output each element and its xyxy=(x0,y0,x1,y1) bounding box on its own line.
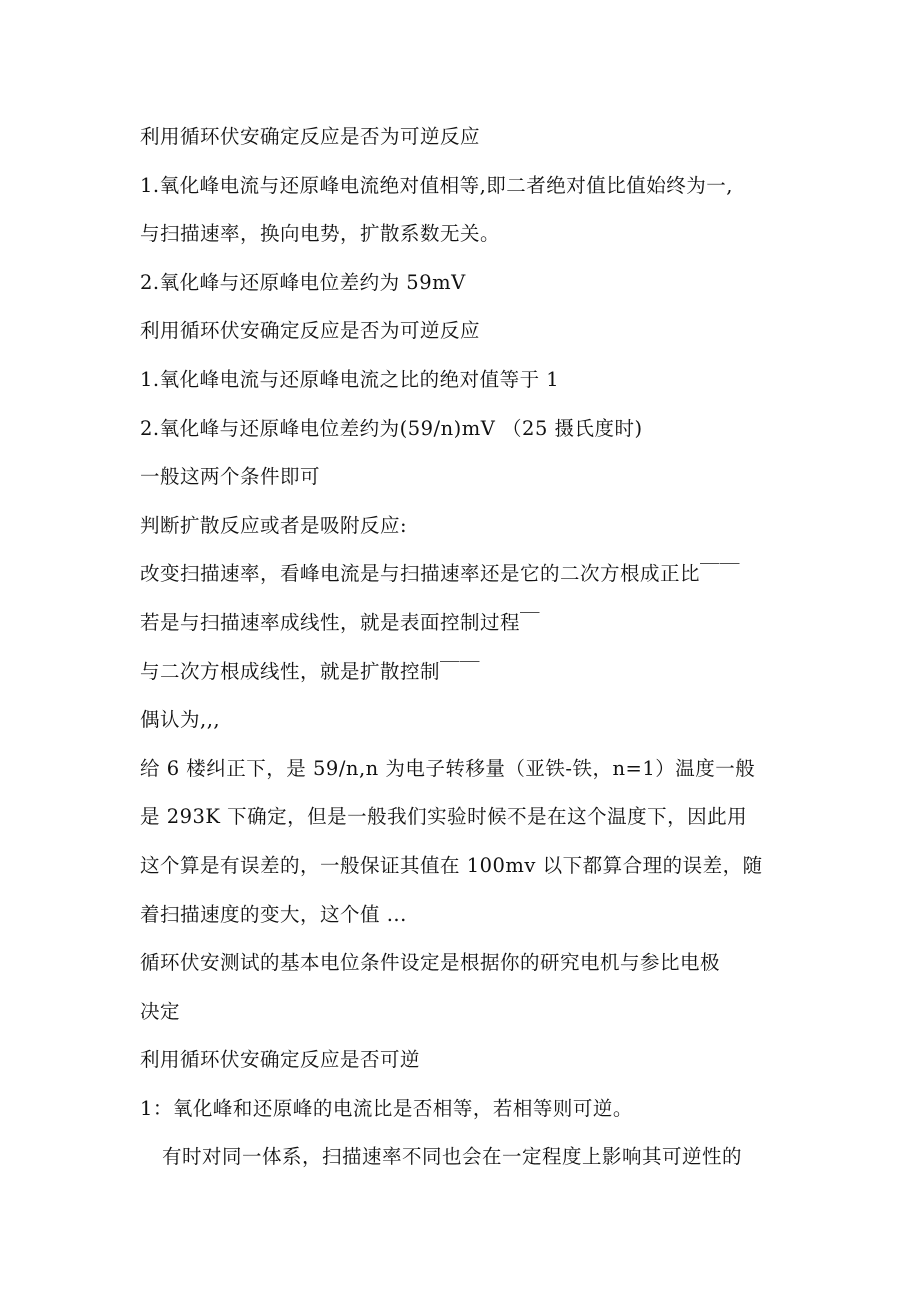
text-line: 2.氧化峰与还原峰电位差约为(59/n)mV （25 摄氏度时) xyxy=(140,416,643,440)
text-line: 与二次方根成线性，就是扩散控制￣￣ xyxy=(140,659,481,683)
heading-line: 利用循环伏安确定反应是否可逆 xyxy=(140,1048,421,1072)
text-line: 着扫描速度的变大，这个值 ... xyxy=(140,902,407,926)
text-line: 循环伏安测试的基本电位条件设定是根据你的研究电机与参比电极 xyxy=(140,951,721,975)
text-line: 1.氧化峰电流与还原峰电流之比的绝对值等于 1 xyxy=(140,367,560,391)
text-line-indented: 有时对同一体系，扫描速率不同也会在一定程度上影响其可逆性的 xyxy=(162,1145,743,1169)
text-line: 与扫描速率，换向电势，扩散系数无关。 xyxy=(140,222,501,246)
text-line: 1.氧化峰电流与还原峰电流绝对值相等,即二者绝对值比值始终为一, xyxy=(140,173,734,197)
heading-line: 利用循环伏安确定反应是否为可逆反应 xyxy=(140,125,481,148)
text-line: 这个算是有误差的，一般保证其值在 100mv 以下都算合理的误差，随 xyxy=(140,853,763,877)
text-line: 2.氧化峰与还原峰电位差约为 59mV xyxy=(140,270,466,294)
heading-line: 判断扩散反应或者是吸附反应: xyxy=(140,513,408,537)
text-line: 若是与扫描速率成线性，就是表面控制过程￣ xyxy=(140,610,541,634)
text-line: 是 293K 下确定，但是一般我们实验时候不是在这个温度下，因此用 xyxy=(140,805,748,829)
text-line: 改变扫描速率，看峰电流是与扫描速率还是它的二次方根成正比￣￣ xyxy=(140,562,741,586)
text-line: 1：氧化峰和还原峰的电流比是否相等，若相等则可逆。 xyxy=(140,1096,633,1120)
text-line: 决定 xyxy=(140,999,181,1023)
text-line: 偶认为,,, xyxy=(140,708,221,732)
heading-line: 利用循环伏安确定反应是否为可逆反应 xyxy=(140,319,481,343)
document-body xyxy=(140,113,790,1182)
text-line: 给 6 楼纠正下，是 59/n,n 为电子转移量（亚铁-铁，n=1）温度一般 xyxy=(140,756,756,780)
text-line: 一般这两个条件即可 xyxy=(140,465,321,489)
